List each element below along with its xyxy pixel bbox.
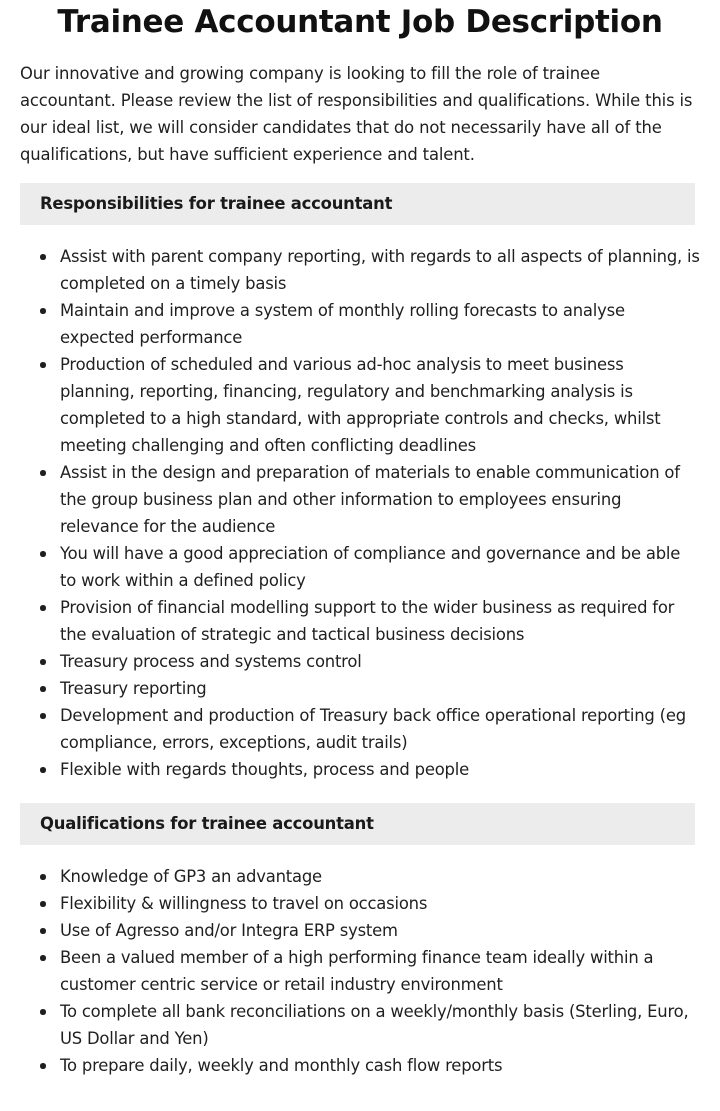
bullet-icon [40,254,46,260]
list-item [40,756,700,783]
bullet-icon [40,955,46,961]
list-item [40,702,700,756]
list-item-text: Use of Agresso and/or Integra ERP system [60,921,398,940]
list-item [40,459,700,540]
bullet-icon [40,713,46,719]
bullet-icon [40,362,46,368]
list-item-text: Production of scheduled and various ad-hoc analysis to meet business planning, reporting, financing, regulatory and benchmarking analysis is completed to a high standard, with appropriate controls and checks, whilst meeting challenging and often conflicting deadlines [60,355,661,455]
list-item [40,917,700,944]
list-item-text: Treasury process and systems control [60,652,362,671]
intro-paragraph: Our innovative and growing company is looking to fill the role of trainee accountant. Please review the list of responsibilities and qualifications. While this is our ideal list, we will consider candidates that do not necessarily have all of the qualifications, but have sufficient experience and talent. [20,64,693,164]
list-item [40,351,700,459]
list-item [40,540,700,594]
bullet-icon [40,901,46,907]
list-item [40,998,700,1052]
list-item-text: Assist in the design and preparation of materials to enable communication of the group business plan and other information to employees ensuring relevance for the audience [60,463,680,536]
bullet-icon [40,767,46,773]
responsibilities-heading: Responsibilities for trainee accountant [20,183,695,225]
list-item-text: To complete all bank reconciliations on a weekly/monthly basis (Sterling, Euro, US Dollar and Yen) [60,1002,689,1048]
bullet-icon [40,1009,46,1015]
bullet-icon [40,551,46,557]
bullet-icon [40,659,46,665]
bullet-icon [40,470,46,476]
qualifications-list [40,863,700,1079]
list-item [40,243,700,297]
list-item-text: Treasury reporting [60,679,207,698]
list-item [40,297,700,351]
list-item-text: Assist with parent company reporting, with regards to all aspects of planning, is completed on a timely basis [60,247,700,293]
list-item-text: Provision of financial modelling support to the wider business as required for the evaluation of strategic and tactical business decisions [60,598,675,644]
list-item-text: To prepare daily, weekly and monthly cash flow reports [60,1056,503,1075]
list-item [40,863,700,890]
page-title: Trainee Accountant Job Description [57,4,663,40]
bullet-icon [40,686,46,692]
list-item [40,1052,700,1079]
list-item-text: Knowledge of GP3 an advantage [60,867,322,886]
list-item-text: Maintain and improve a system of monthly rolling forecasts to analyse expected performance [60,301,625,347]
list-item-text: Been a valued member of a high performing finance team ideally within a customer centric service or retail industry environment [60,948,654,994]
bullet-icon [40,605,46,611]
bullet-icon [40,928,46,934]
list-item-text: Flexibility & willingness to travel on occasions [60,894,428,913]
responsibilities-list [40,243,700,783]
list-item-text: You will have a good appreciation of compliance and governance and be able to work within a defined policy [60,544,681,590]
bullet-icon [40,308,46,314]
bullet-icon [40,1063,46,1069]
list-item [40,890,700,917]
qualifications-heading: Qualifications for trainee accountant [20,803,695,845]
list-item [40,675,700,702]
bullet-icon [40,874,46,880]
list-item [40,594,700,648]
list-item [40,648,700,675]
list-item-text: Development and production of Treasury back office operational reporting (eg compliance, errors, exceptions, audit trails) [60,706,686,752]
list-item [40,944,700,998]
list-item-text: Flexible with regards thoughts, process and people [60,760,469,779]
